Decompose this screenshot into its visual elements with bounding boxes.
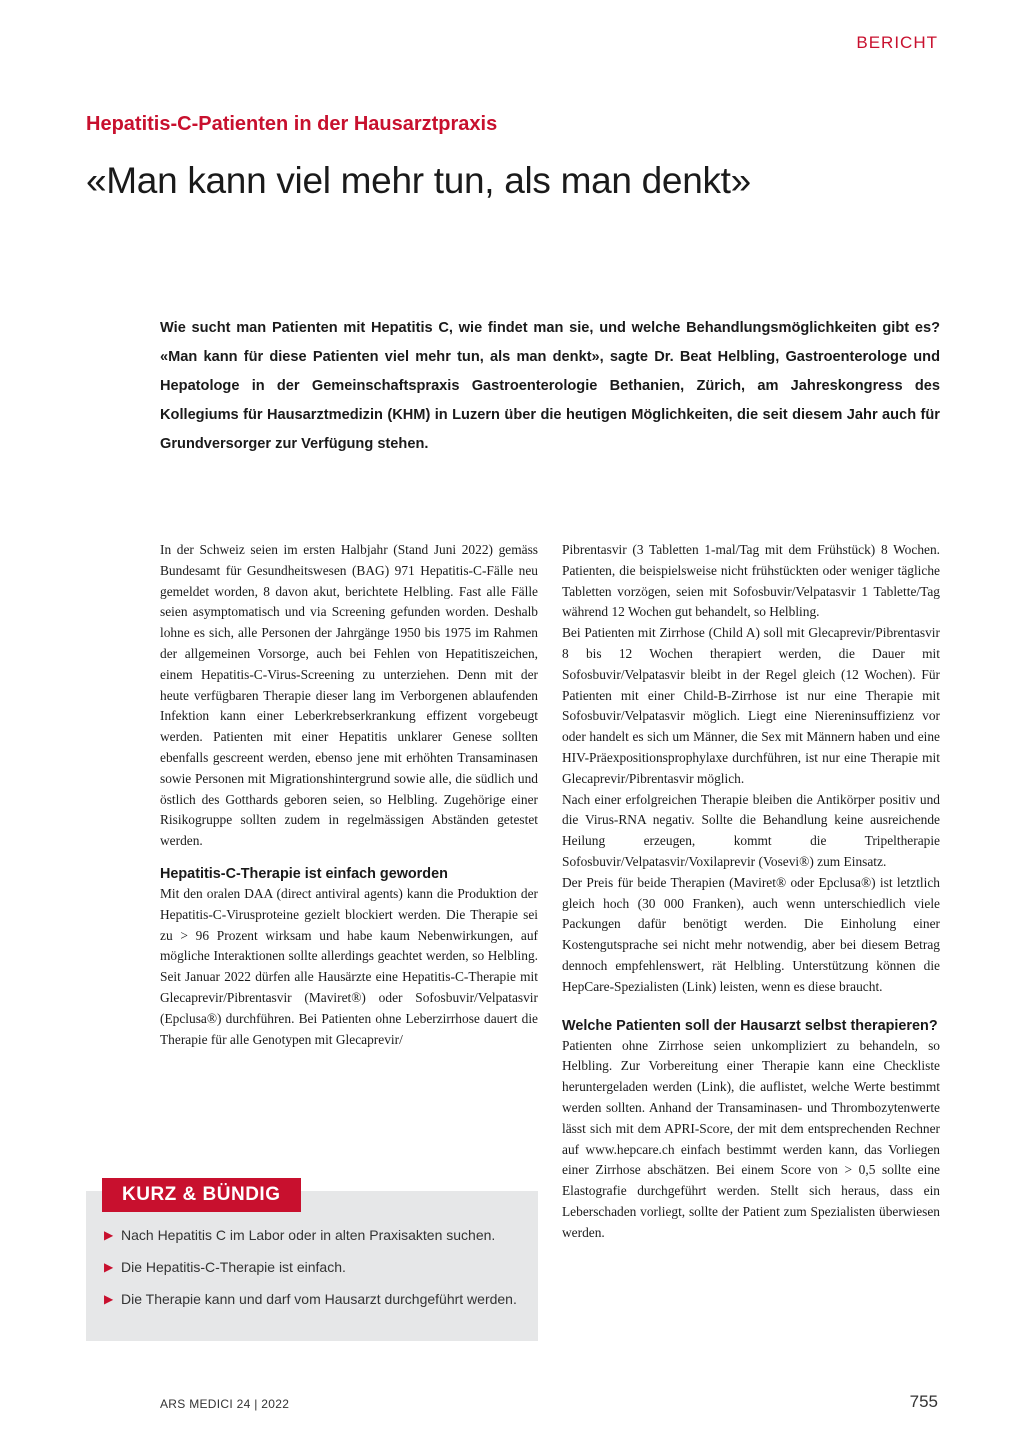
triangle-bullet-icon: ▶	[104, 1260, 114, 1274]
column-left	[160, 540, 538, 1050]
journal-footer: ARS MEDICI 24 | 2022	[160, 1397, 290, 1411]
section-label: BERICHT	[856, 33, 938, 52]
paragraph: Der Preis für beide Therapien (Maviret® oder Epclusa®) ist letztlich gleich hoch (30 000 Franken), auch wenn unterschiedlich viele Packungen dafür benötigt werden. Die Einholung einer Kostengutsprache sei nicht mehr notwendig, aber bei diesem Betrag dennoch empfehlenswert, rät Helbling. Unterstützung können die HepCare-Spezialisten (Link) leisten, wenn es diese braucht.	[562, 874, 940, 994]
summary-title: KURZ & BÜNDIG	[102, 1178, 301, 1212]
summary-item: ▶ Die Therapie kann und darf vom Hausarzt durchgeführt werden.	[104, 1289, 524, 1310]
triangle-bullet-icon: ▶	[104, 1228, 114, 1242]
paragraph: Nach einer erfolgreichen Therapie bleiben die Antikörper positiv und die Virus-RNA negativ. Sollte die Behandlung keine ausreichende Heilung erzeugen, kommt die Tripeltherapie Sofosbuvir/Velpatasvir/Voxilaprevir (Vosevi®) zum Einsatz.	[562, 791, 940, 869]
column-right	[562, 540, 940, 1244]
article-title: «Man kann viel mehr tun, als man denkt»	[86, 160, 751, 201]
summary-box	[86, 1184, 538, 1341]
summary-list	[104, 1225, 524, 1321]
triangle-bullet-icon: ▶	[104, 1292, 114, 1306]
page-number: 755	[909, 1392, 938, 1411]
subheading: Hepatitis-C-Therapie ist einfach geworden	[160, 865, 448, 882]
paragraph: Bei Patienten mit Zirrhose (Child A) soll mit Glecaprevir/Pibrentasvir 8 bis 12 Wochen therapiert werden, die Dauer mit Sofosbuvir/Velpatasvir bleibt in der Regel gleich (12 Wochen). Für Patienten mit einer Child-B-Zirrhose ist nur eine Therapie mit Sofosbuvir/Velpatasvir möglich. Liegt eine Niereninsuffizienz vor oder handelt es sich um Männer, die Sex mit Männern haben und eine HIV-Präexpositionsprophylaxe durchführen, ist nur eine Therapie mit Glecaprevir/Pibrentasvir möglich.	[562, 625, 940, 786]
summary-item: ▶ Die Hepatitis-C-Therapie ist einfach.	[104, 1257, 524, 1278]
paragraph: Patienten ohne Zirrhose seien unkompliziert zu behandeln, so Helbling. Zur Vorbereitung einer Therapie kann eine Checkliste heruntergeladen werden (Link), die auflistet, welche Werte bestimmt werden sollten. Anhand der Transaminasen- und Thrombozytenwerte lässt sich mit dem APRI-Score, der mit dem entsprechenden Rechner auf www.hepcare.ch einfach bestimmt werden kann, das Vorliegen einer Zirrhose abschätzen. Bei einem Score von > 0,5 sollte eine Elastografie durchgeführt werden. Stellt sich heraus, dass ein Leberschaden vorliegt, sollte der Patient zum Spezialisten überwiesen werden.	[562, 1037, 940, 1240]
paragraph: Mit den oralen DAA (direct antiviral agents) kann die Produktion der Hepatitis-C-Virusproteine gezielt blockiert werden. Die Therapie sei zu > 96 Prozent wirksam und habe kaum Nebenwirkungen, auf mögliche Interaktionen sollte allerdings geachtet werden, so Helbling. Seit Januar 2022 dürfen alle Hausärzte eine Hepatitis-C-Therapie mit Glecaprevir/Pibrentasvir (Maviret®) oder Sofosbuvir/Velpatasvir (Epclusa®) durchführen. Bei Patienten ohne Leberzirrhose dauert die Therapie für alle Genotypen mit Glecaprevir/	[160, 885, 538, 1047]
summary-item: ▶ Nach Hepatitis C im Labor oder in alten Praxisakten suchen.	[104, 1225, 524, 1246]
article-lead: Wie sucht man Patienten mit Hepatitis C, wie findet man sie, und welche Behandlungsmöglichkeiten gibt es? «Man kann für diese Patienten viel mehr tun, als man denkt», sagte Dr. Beat Helbling, Gastroenterologe und Hepatologe in der Gemeinschaftspraxis Gastroenterologie Bethanien, Zürich, am Jahreskongress des Kollegiums für Hausarztmedizin (KHM) in Luzern über die heutigen Möglichkeiten, die seit diesem Jahr auch für Grundversorger zur Verfügung stehen.	[160, 320, 940, 452]
paragraph: In der Schweiz seien im ersten Halbjahr (Stand Juni 2022) gemäss Bundesamt für Gesundheitswesen (BAG) 971 Hepatitis-C-Fälle neu gemeldet worden, 8 davon akut, berichtete Helbling. Fast alle Fälle seien asymptomatisch und via Screening gefunden worden. Deshalb lohne es sich, alle Personen der Jahrgänge 1950 bis 1975 im Rahmen der allgemeinen Vorsorge, auch bei Fehlen von Hepatitiszeichen, einem Hepatitis-C-Virus-Screening zu unterziehen. Denn mit der heute verfügbaren Therapie dieser lang im Verborgenen ablaufenden Infektion kann einer Leberkrebserkrankung effizent vorgebeugt werden. Patienten mit einer Hepatitis unklarer Genese sollten ebenfalls gescreent werden, ebenso jene mit erhöhten Transaminasen sowie Personen mit Migrationshintergrund sowie alle, die südlich und östlich des Gotthards geboren seien, so Helbling. Zugehörige einer Risikogruppe sollten zudem in regelmässigen Abständen getestet werden.	[160, 542, 538, 849]
paragraph: Pibrentasvir (3 Tabletten 1-mal/Tag mit dem Frühstück) 8 Wochen. Patienten, die beispielsweise nicht frühstückten oder weniger tägliche Tabletten vorzögen, seien mit Sofosbuvir/Velpatasvir 1 Tablette/Tag während 12 Wochen gut behandelt, so Helbling.	[562, 542, 940, 620]
subheading: Welche Patienten soll der Hausarzt selbst therapieren?	[562, 1017, 938, 1034]
article-kicker: Hepatitis-C-Patienten in der Hausarztpraxis	[86, 113, 498, 135]
